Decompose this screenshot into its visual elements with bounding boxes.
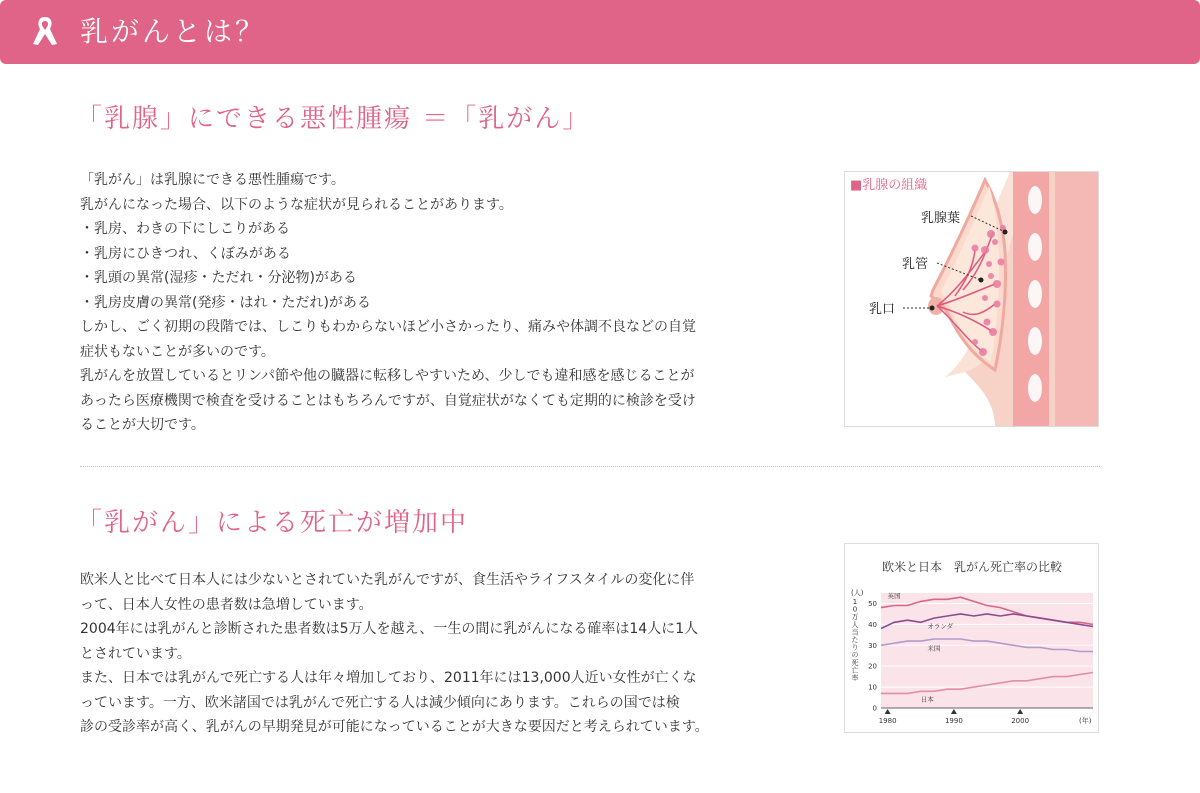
section-divider bbox=[80, 466, 1100, 467]
y-label-char: た bbox=[851, 636, 859, 644]
paragraph-line: また、日本では乳がんで死亡する人は年々増加しており、2011年には13,000人近い女性が亡くな bbox=[80, 670, 697, 686]
series-label: 英国 bbox=[887, 592, 901, 601]
mammary-gland-figure bbox=[844, 171, 1099, 427]
paragraph-line: って、日本人女性の患者数は急増しています。 bbox=[80, 596, 373, 613]
label-duct: 乳管 bbox=[902, 257, 929, 272]
symptom-item: ・乳房にひきつれ、くぼみがある bbox=[80, 245, 291, 262]
y-label-char: 1 bbox=[852, 598, 858, 606]
label-lobule: 乳腺葉 bbox=[921, 211, 961, 226]
paragraph-line: 乳がんになった場合、以下のような症状が見られることがあります。 bbox=[80, 196, 513, 213]
x-tick-label: 2000 bbox=[1011, 717, 1030, 725]
y-tick-label: 50 bbox=[868, 599, 877, 608]
label-nipple: 乳口 bbox=[869, 302, 896, 317]
paragraph-line: 欧米人と比べて日本人には少ないとされていた乳がんですが、食生活やライフスタイルの変化に伴 bbox=[80, 572, 695, 588]
series-label: 米国 bbox=[927, 644, 941, 653]
y-label-char: り bbox=[851, 643, 859, 652]
y-tick-label: 0 bbox=[872, 704, 877, 713]
x-tick-marker bbox=[951, 709, 957, 714]
symptom-item: ・乳房皮膚の異常(発疹・はれ・ただれ)がある bbox=[80, 294, 371, 311]
marker-duct bbox=[979, 278, 984, 283]
pink-ribbon-icon bbox=[28, 14, 62, 50]
paragraph-line: 症状もないことが多いのです。 bbox=[80, 343, 275, 360]
section1-body bbox=[80, 168, 800, 438]
y-label-char: 亡 bbox=[851, 666, 859, 675]
plot-area bbox=[881, 593, 1093, 708]
y-tick-label: 10 bbox=[868, 683, 877, 692]
paragraph-line: 2004年には乳がんと診断された患者数は5万人を越え、一生の間に乳がんになる確率は14人に1人 bbox=[80, 621, 699, 637]
series-label: オランダ bbox=[927, 622, 954, 631]
nipple bbox=[928, 297, 944, 315]
section-title-mammary-gland: 「乳腺」にできる悪性腫瘍 ＝「乳がん」 bbox=[76, 104, 591, 134]
symptom-item: ・乳頭の異常(湿疹・ただれ・分泌物)がある bbox=[80, 270, 357, 286]
y-tick-label: 20 bbox=[868, 662, 877, 671]
y-axis-label bbox=[852, 598, 859, 682]
page-header bbox=[0, 0, 1200, 64]
y-label-char: の bbox=[851, 651, 859, 660]
paragraph-line: あったら医療機関で検査を受けることはもちろんですが、自覚症状がなくても定期的に検診を受け bbox=[80, 392, 696, 409]
paragraph-line: っています。一方、欧米諸国では乳がんで死亡する人は減少傾向にあります。これらの国では検 bbox=[80, 694, 680, 711]
series-label: 日本 bbox=[920, 695, 934, 704]
y-label-char: 0 bbox=[852, 605, 858, 614]
symptom-item: ・乳房、わきの下にしこりがある bbox=[80, 221, 290, 237]
x-tick-label: 1990 bbox=[944, 717, 963, 725]
y-unit: (人) bbox=[851, 589, 864, 597]
x-tick-label: 1980 bbox=[878, 717, 897, 725]
figure-title: ■乳腺の組織 bbox=[850, 178, 928, 193]
section-title-mortality: 「乳がん」による死亡が増加中 bbox=[76, 508, 469, 538]
y-label-char: 万 bbox=[851, 613, 859, 622]
paragraph-line: ることが大切です。 bbox=[80, 417, 205, 433]
paragraph-line: とされています。 bbox=[80, 645, 191, 662]
x-tick-marker bbox=[1017, 709, 1023, 714]
marker-nipple bbox=[930, 306, 935, 311]
chest-wall bbox=[1055, 172, 1099, 427]
chart-title: 欧米と日本 乳がん死亡率の比較 bbox=[881, 560, 1063, 574]
y-label-char: 死 bbox=[851, 658, 859, 667]
section2-body bbox=[80, 568, 800, 740]
paragraph-line: 乳がんを放置しているとリンパ節や他の臓器に転移しやすいため、少しでも違和感を感じることが bbox=[80, 368, 695, 384]
marker-lobule bbox=[1003, 230, 1008, 235]
y-label-char: 人 bbox=[851, 620, 859, 629]
x-unit: (年) bbox=[1079, 717, 1092, 725]
y-tick-label: 30 bbox=[868, 641, 877, 650]
y-tick-label: 40 bbox=[868, 620, 877, 629]
paragraph-line: しかし、ごく初期の段階では、しこりもわからないほど小さかったり、痛みや体調不良などの自覚 bbox=[80, 319, 696, 335]
y-label-char: 率 bbox=[851, 674, 859, 682]
mortality-chart bbox=[844, 543, 1099, 733]
x-tick-marker bbox=[885, 709, 891, 714]
y-label-char: 当 bbox=[851, 628, 859, 637]
paragraph-line: 「乳がん」は乳腺にできる悪性腫瘍です。 bbox=[80, 172, 345, 188]
page-title: 乳がんとは？ bbox=[80, 15, 267, 48]
paragraph-line: 診の受診率が高く、乳がんの早期発見が可能になっていることが大きな要因だと考えられています。 bbox=[80, 719, 709, 735]
